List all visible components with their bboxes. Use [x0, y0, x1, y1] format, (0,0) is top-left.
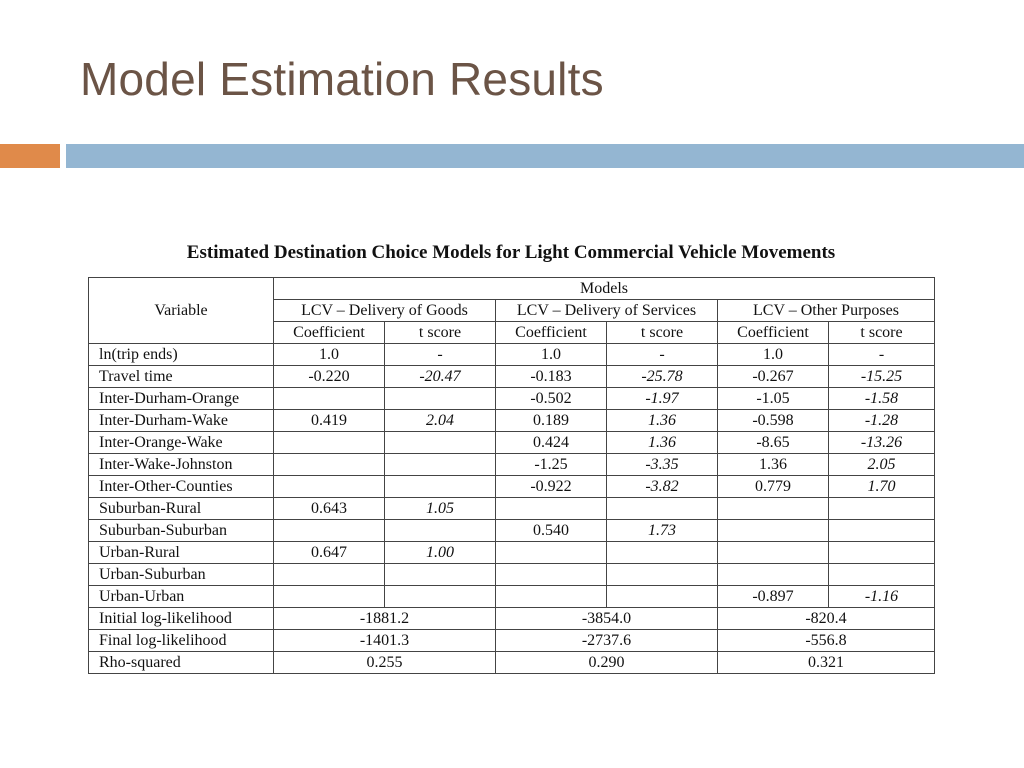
- t-score-cell: 1.36: [607, 410, 718, 432]
- model-name-other: LCV – Other Purposes: [718, 300, 935, 322]
- variable-name: Suburban-Suburban: [89, 520, 274, 542]
- header-row-models: [89, 278, 935, 300]
- t-score-cell: 1.70: [829, 476, 935, 498]
- t-score-cell: [385, 454, 496, 476]
- t-score-cell: -1.97: [607, 388, 718, 410]
- coefficient-cell: -1.05: [718, 388, 829, 410]
- summary-row: [89, 652, 935, 674]
- coefficient-cell: -0.183: [496, 366, 607, 388]
- coefficient-cell: [496, 564, 607, 586]
- summary-value: -1401.3: [274, 630, 496, 652]
- t-score-cell: 1.05: [385, 498, 496, 520]
- t-score-cell: [607, 564, 718, 586]
- t-score-cell: [385, 520, 496, 542]
- t-score-cell: [829, 498, 935, 520]
- accent-bar-blue: [66, 144, 1024, 168]
- variable-name: ln(trip ends): [89, 344, 274, 366]
- t-score-cell: [385, 586, 496, 608]
- summary-value: -3854.0: [496, 608, 718, 630]
- summary-label: Initial log-likelihood: [89, 608, 274, 630]
- coefficient-cell: [274, 388, 385, 410]
- summary-row: [89, 608, 935, 630]
- t-score-cell: [829, 564, 935, 586]
- coefficient-cell: [274, 564, 385, 586]
- slide-title: Model Estimation Results: [80, 53, 604, 105]
- variable-name: Urban-Urban: [89, 586, 274, 608]
- coefficient-cell: [274, 476, 385, 498]
- t-score-cell: [829, 520, 935, 542]
- variable-name: Urban-Suburban: [89, 564, 274, 586]
- t-score-cell: -20.47: [385, 366, 496, 388]
- variable-name: Travel time: [89, 366, 274, 388]
- t-score-cell: [385, 432, 496, 454]
- table-row: [89, 476, 935, 498]
- coef-header: Coefficient: [496, 322, 607, 344]
- t-score-cell: -25.78: [607, 366, 718, 388]
- t-score-cell: [829, 542, 935, 564]
- coefficient-cell: -0.598: [718, 410, 829, 432]
- coefficient-cell: [718, 520, 829, 542]
- summary-value: -1881.2: [274, 608, 496, 630]
- t-score-cell: -: [385, 344, 496, 366]
- t-score-cell: [385, 388, 496, 410]
- summary-label: Rho-squared: [89, 652, 274, 674]
- variable-name: Inter-Wake-Johnston: [89, 454, 274, 476]
- summary-value: -820.4: [718, 608, 935, 630]
- model-name-services: LCV – Delivery of Services: [496, 300, 718, 322]
- coefficient-cell: 1.0: [274, 344, 385, 366]
- models-header: Models: [274, 278, 935, 300]
- model-name-goods: LCV – Delivery of Goods: [274, 300, 496, 322]
- t-score-cell: [385, 564, 496, 586]
- coefficient-cell: 0.424: [496, 432, 607, 454]
- coefficient-cell: [496, 586, 607, 608]
- summary-value: 0.321: [718, 652, 935, 674]
- table-row: [89, 498, 935, 520]
- coefficient-cell: 0.779: [718, 476, 829, 498]
- tscore-header: t score: [829, 322, 935, 344]
- t-score-cell: 2.04: [385, 410, 496, 432]
- table-row: [89, 344, 935, 366]
- variable-name: Inter-Other-Counties: [89, 476, 274, 498]
- coefficient-cell: [274, 432, 385, 454]
- table-row: [89, 542, 935, 564]
- table-row: [89, 388, 935, 410]
- coefficient-cell: [718, 542, 829, 564]
- table-row: [89, 454, 935, 476]
- accent-bar-orange: [0, 144, 60, 168]
- variable-name: Urban-Rural: [89, 542, 274, 564]
- t-score-cell: [607, 542, 718, 564]
- t-score-cell: -15.25: [829, 366, 935, 388]
- tscore-header: t score: [607, 322, 718, 344]
- variable-header: Variable: [89, 278, 274, 344]
- t-score-cell: -3.82: [607, 476, 718, 498]
- coefficient-cell: [274, 586, 385, 608]
- summary-value: -2737.6: [496, 630, 718, 652]
- results-table: [88, 277, 935, 674]
- summary-row: [89, 630, 935, 652]
- coefficient-cell: -0.897: [718, 586, 829, 608]
- coefficient-cell: -8.65: [718, 432, 829, 454]
- table-row: [89, 520, 935, 542]
- coefficient-cell: -0.502: [496, 388, 607, 410]
- coefficient-cell: [718, 498, 829, 520]
- coefficient-cell: 0.540: [496, 520, 607, 542]
- table-caption: Estimated Destination Choice Models for Light Commercial Vehicle Movements: [186, 242, 836, 263]
- variable-name: Suburban-Rural: [89, 498, 274, 520]
- t-score-cell: -: [829, 344, 935, 366]
- coefficient-cell: [496, 542, 607, 564]
- coefficient-cell: [496, 498, 607, 520]
- t-score-cell: [385, 476, 496, 498]
- t-score-cell: [607, 498, 718, 520]
- table-row: [89, 366, 935, 388]
- table-row: [89, 410, 935, 432]
- t-score-cell: -: [607, 344, 718, 366]
- coefficient-cell: [718, 564, 829, 586]
- coefficient-cell: -1.25: [496, 454, 607, 476]
- coefficient-cell: 0.643: [274, 498, 385, 520]
- coef-header: Coefficient: [718, 322, 829, 344]
- table-row: [89, 432, 935, 454]
- t-score-cell: 1.73: [607, 520, 718, 542]
- t-score-cell: -1.16: [829, 586, 935, 608]
- coefficient-cell: 1.0: [496, 344, 607, 366]
- coefficient-cell: 1.36: [718, 454, 829, 476]
- t-score-cell: 1.36: [607, 432, 718, 454]
- coefficient-cell: 1.0: [718, 344, 829, 366]
- table-body: [89, 278, 935, 674]
- coefficient-cell: 0.647: [274, 542, 385, 564]
- variable-name: Inter-Durham-Wake: [89, 410, 274, 432]
- t-score-cell: -1.58: [829, 388, 935, 410]
- coefficient-cell: -0.922: [496, 476, 607, 498]
- coef-header: Coefficient: [274, 322, 385, 344]
- coefficient-cell: -0.267: [718, 366, 829, 388]
- coefficient-cell: 0.419: [274, 410, 385, 432]
- t-score-cell: -3.35: [607, 454, 718, 476]
- coefficient-cell: [274, 520, 385, 542]
- t-score-cell: [607, 586, 718, 608]
- summary-label: Final log-likelihood: [89, 630, 274, 652]
- t-score-cell: -1.28: [829, 410, 935, 432]
- coefficient-cell: 0.189: [496, 410, 607, 432]
- summary-value: -556.8: [718, 630, 935, 652]
- t-score-cell: -13.26: [829, 432, 935, 454]
- table-row: [89, 564, 935, 586]
- t-score-cell: 2.05: [829, 454, 935, 476]
- t-score-cell: 1.00: [385, 542, 496, 564]
- variable-name: Inter-Orange-Wake: [89, 432, 274, 454]
- coefficient-cell: -0.220: [274, 366, 385, 388]
- variable-name: Inter-Durham-Orange: [89, 388, 274, 410]
- summary-value: 0.255: [274, 652, 496, 674]
- coefficient-cell: [274, 454, 385, 476]
- table-row: [89, 586, 935, 608]
- tscore-header: t score: [385, 322, 496, 344]
- summary-value: 0.290: [496, 652, 718, 674]
